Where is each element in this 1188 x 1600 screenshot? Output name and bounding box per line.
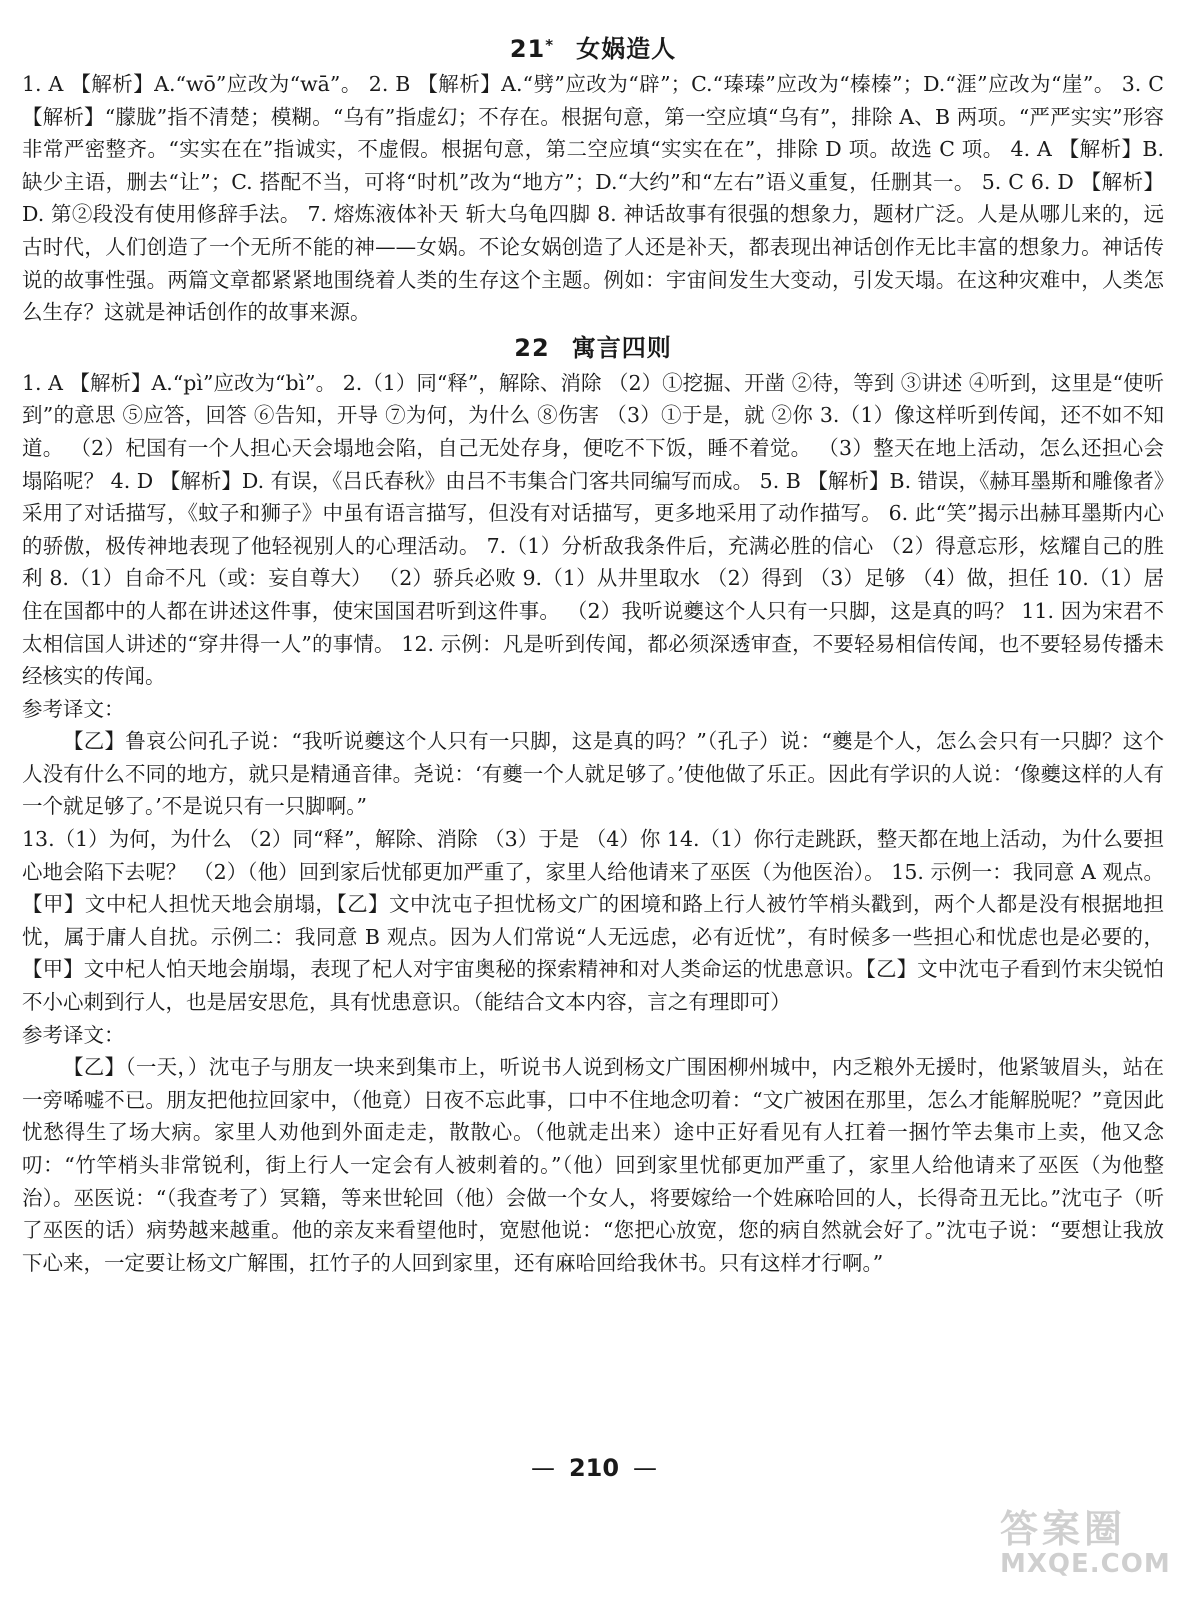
answers-paragraph: 1. A 【解析】A.“pì”应改为“bì”。 2.（1）同“释”，解除、消除 （2）①挖掘、开凿 ②待，等到 ③讲述 ④听到，这里是“使听到”的意思 ⑤应答，回答 ⑥告知，开导 ⑦为何，为什么 ⑧伤害 （3）①于是，就 ②你 3.（1）像这样听到传闻，还不如不知道。 （2）杞国有一个人担心天会塌地会陷，自己无处存身，便吃不下饭，睡不着觉。 （3）整天在地上活动，怎么还担心会塌陷呢？ 4. D 【解析】D. 有误，《吕氏春秋》由吕不韦集合门客共同编写而成。 5. B 【解析】B. 错误，《赫耳墨斯和雕像者》采用了对话描写，《蚊子和狮子》中虽有语言描写，但没有对话描写，更多地采用了动作描写。 6. 此“笑”揭示出赫耳墨斯内心的骄傲，极传神地表现了他轻视别人的心理活动。 7.（1）分析敌我条件后，充满必胜的信心 （2）得意忘形，炫耀自己的胜利 8.（1）自命不凡（或：妄自尊大） （2）骄兵必败 9.（1）从井里取水 （2）得到 （3）足够 （4）做，担任 10.（1）居住在国都中的人都在讲述这件事，使宋国国君听到这件事。 （2）我听说夔这个人只有一只脚，这是真的吗？ 11. 因为宋君不太相信国人讲述的“穿井得一人”的事情。 12. 示例：凡是听到传闻，都必须深透审查，不要轻易相信传闻，也不要轻易传播未经核实的传闻。 (22, 370, 1164, 689)
site-watermark (1000, 1498, 1176, 1590)
translation-label: 参考译文： (22, 1022, 125, 1047)
answers-paragraph: 1. A 【解析】A.“wō”应改为“wā”。 2. B 【解析】A.“劈”应改为“辟”；C.“瑧瑧”应改为“榛榛”；D.“涯”应改为“崖”。 3. C 【解析】“朦胧”指不清楚；模糊。“乌有”指虚幻；不存在。根据句意，第一空应填“乌有”，排除 A、B 两项。“严严实实”形容非常严密整齐。“实实在在”指诚实，不虚假。根据句意，第二空应填“实实在在”，排除 D 项。故选 C 项。 4. A 【解析】B. 缺少主语，删去“让”；C. 搭配不当，可将“时机”改为“地方”；D.“大约”和“左右”语义重复，任删其一。 5. C 6. D 【解析】D. 第②段没有使用修辞手法。 7. 熔炼液体补天 斩大乌龟四脚 8. 神话故事有很强的想象力，题材广泛。人是从哪儿来的，远古时代，人们创造了一个无所不能的神——女娲。不论女娲创造了人还是补天，都表现出神话创作无比丰富的想象力。神话传说的故事性强。两篇文章都紧紧地围绕着人类的生存这个主题。例如：宇宙间发生大变动，引发天塌。在这种灾难中，人类怎么生存？这就是神话创作的故事来源。 (22, 72, 1164, 325)
section-title-text: 女娲造人 (576, 35, 677, 63)
section-title-22 (22, 329, 1164, 367)
section-title-21 (22, 30, 1164, 68)
section-22-answers (22, 367, 1164, 1280)
translation-paragraph: 【乙】（一天，）沈屯子与朋友一块来到集市上，听说书人说到杨文广围困柳州城中，内乏粮外无援时，他紧皱眉头，站在一旁唏嘘不已。朋友把他拉回家中，（他竟）日夜不忘此事，口中不住地念叨着：“文广被困在那里，怎么才能解脱呢？”竟因此忧愁得生了场大病。家里人劝他到外面走走，散散心。（他就走出来）途中正好看见有人扛着一捆竹竿去集市上卖，他又念叨：“竹竿梢头非常锐利，街上行人一定会有人被刺着的。”（他）回到家里忧郁更加严重了，家里人给他请来了巫医（为他整治）。巫医说：“（我查考了）冥籍，等来世轮回（他）会做一个女人，将要嫁给一个姓麻哈回的人，长得奇丑无比。”沈屯子（听了巫医的话）病势越来越重。他的亲友来看望他时，宽慰他说：“您把心放宽，您的病自然就会好了。”沈屯子说：“要想让我放下心来，一定要让杨文广解围，扛竹子的人回到家里，还有麻哈回给我休书。只有这样才行啊。” (22, 1055, 1164, 1275)
watermark-text: 答案圈 (1000, 1507, 1127, 1551)
section-number: 21* (509, 35, 555, 63)
answer-page (22, 30, 1164, 1279)
answers-paragraph: 13.（1）为何，为什么 （2）同“释”，解除、消除 （3）于是 （4）你 14.（1）你行走跳跃，整天都在地上活动，为什么要担心地会陷下去呢？ （2）（他）回到家后忧郁更加严重了，家里人给他请来了巫医（为他医治）。 15. 示例一：我同意 A 观点。【甲】文中杞人担忧天地会崩塌，【乙】文中沈屯子担忧杨文广的困境和路上行人被竹竿梢头戳到，两个人都是没有根据地担忧，属于庸人自扰。示例二：我同意 B 观点。因为人们常说“人无远虑，必有近忧”，有时候多一些担心和忧虑也是必要的，【甲】文中杞人怕天地会崩塌，表现了杞人对宇宙奥秘的探索精神和对人类命运的忧患意识。【乙】文中沈屯子看到竹末尖锐怕不小心刺到行人，也是居安思危，具有忧患意识。（能结合文本内容，言之有理即可） (22, 827, 1164, 1015)
page-number: — 210 — (530, 1454, 658, 1482)
section-number: 22 (514, 333, 550, 362)
translation-label: 参考译文： (22, 696, 125, 721)
section-title-text: 寓言四则 (571, 333, 672, 362)
watermark-url: MXQE.COM (1000, 1549, 1171, 1579)
translation-paragraph: 【乙】鲁哀公问孔子说：“我听说夔这个人只有一只脚，这是真的吗？”（孔子）说：“夔是个人，怎么会只有一只脚？这个人没有什么不同的地方，就只是精通音律。尧说：‘有夔一个人就足够了。’使他做了乐正。因此有学识的人说：‘像夔这样的人有一个就足够了。’不是说只有一只脚啊。” (22, 729, 1164, 819)
section-21-answers (22, 68, 1164, 329)
